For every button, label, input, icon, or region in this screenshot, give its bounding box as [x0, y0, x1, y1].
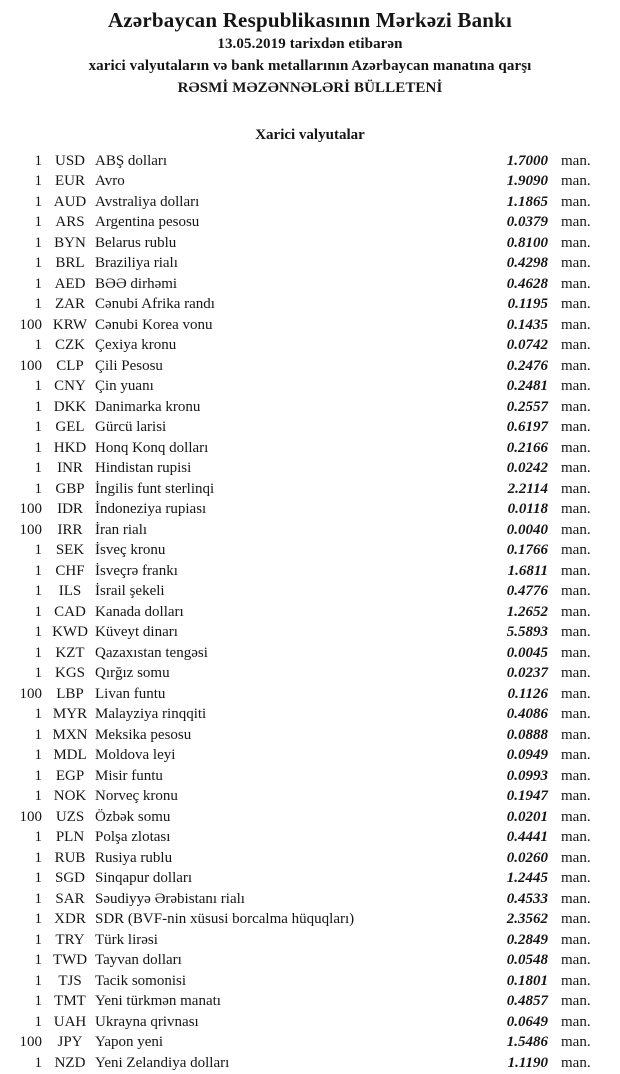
- currency-code-cell: IDR: [57, 501, 83, 518]
- table-row: [0, 336, 620, 357]
- table-row: [0, 930, 620, 951]
- currency-name-cell: Kanada dolları: [95, 603, 184, 620]
- rate-value-cell: 0.0993: [506, 767, 548, 784]
- rate-value-cell: 0.8100: [506, 234, 548, 251]
- table-row: [0, 807, 620, 828]
- quantity-cell: 1: [34, 542, 42, 559]
- quantity-cell: 1: [34, 890, 42, 907]
- currency-name-cell: Gürcü larisi: [95, 419, 167, 436]
- quantity-cell: 100: [19, 685, 42, 702]
- unit-label-cell: man.: [561, 788, 591, 805]
- quantity-cell: 1: [34, 214, 42, 231]
- effective-date-line: 13.05.2019 tarixdən etibarən: [217, 36, 403, 52]
- unit-label-cell: man.: [561, 542, 591, 559]
- quantity-cell: 1: [34, 931, 42, 948]
- unit-label-cell: man.: [561, 767, 591, 784]
- currency-name-cell: Avstraliya dolları: [95, 193, 200, 210]
- quantity-cell: 1: [34, 972, 42, 989]
- subtitle-line: xarici valyutaların və bank metallarının Azərbaycan manatına qarşı: [88, 58, 532, 74]
- unit-label-cell: man.: [561, 152, 591, 169]
- currency-code-cell: KRW: [52, 316, 88, 333]
- rate-value-cell: 1.6811: [507, 562, 548, 579]
- currency-code-cell: IRR: [57, 521, 83, 538]
- currency-name-cell: Polşa zlotası: [95, 829, 171, 846]
- unit-label-cell: man.: [561, 398, 591, 415]
- quantity-cell: 1: [34, 439, 42, 456]
- currency-code-cell: CNY: [54, 378, 86, 395]
- rate-value-cell: 0.6197: [506, 419, 548, 436]
- currency-name-cell: Cənubi Korea vonu: [95, 316, 213, 333]
- rate-value-cell: 0.0201: [506, 808, 548, 825]
- quantity-cell: 1: [34, 726, 42, 743]
- currency-name-cell: Yapon yeni: [95, 1034, 164, 1051]
- currency-name-cell: Argentina pesosu: [95, 214, 200, 231]
- rate-value-cell: 0.4628: [506, 275, 548, 292]
- unit-label-cell: man.: [561, 501, 591, 518]
- currency-name-cell: Tacik somonisi: [95, 972, 187, 989]
- currency-code-cell: PLN: [55, 829, 85, 846]
- unit-label-cell: man.: [561, 665, 591, 682]
- currency-code-cell: EUR: [55, 173, 85, 190]
- quantity-cell: 100: [19, 316, 42, 333]
- quantity-cell: 1: [34, 911, 42, 928]
- currency-name-cell: Livan funtu: [95, 685, 166, 702]
- table-row: [0, 459, 620, 480]
- unit-label-cell: man.: [561, 275, 591, 292]
- unit-label-cell: man.: [561, 829, 591, 846]
- table-row: [0, 172, 620, 193]
- currency-code-cell: CHF: [55, 562, 85, 579]
- unit-label-cell: man.: [561, 1034, 591, 1051]
- currency-code-cell: CLP: [56, 357, 84, 374]
- rate-value-cell: 1.5486: [506, 1034, 548, 1051]
- quantity-cell: 1: [34, 275, 42, 292]
- currency-name-cell: Tayvan dolları: [95, 952, 182, 969]
- page-title: Azərbaycan Respublikasının Mərkəzi Bankı: [107, 8, 513, 32]
- currency-name-cell: Özbək somu: [95, 808, 171, 825]
- table-row: [0, 787, 620, 808]
- rate-value-cell: 0.0379: [506, 214, 548, 231]
- rate-value-cell: 0.1801: [506, 972, 548, 989]
- rate-value-cell: 0.1126: [507, 685, 548, 702]
- rate-value-cell: 0.0949: [506, 747, 548, 764]
- quantity-cell: 1: [34, 193, 42, 210]
- rate-value-cell: 2.3562: [506, 911, 548, 928]
- rate-value-cell: 0.1766: [506, 542, 548, 559]
- currency-code-cell: SGD: [54, 870, 85, 887]
- rates-table: [0, 151, 620, 1074]
- table-row: [0, 315, 620, 336]
- quantity-cell: 1: [34, 993, 42, 1010]
- unit-label-cell: man.: [561, 911, 591, 928]
- unit-label-cell: man.: [561, 808, 591, 825]
- rate-value-cell: 0.2557: [506, 398, 548, 415]
- currency-code-cell: GBP: [55, 480, 85, 497]
- table-row: [0, 479, 620, 500]
- rate-value-cell: 0.1435: [506, 316, 548, 333]
- currency-name-cell: İran rialı: [95, 521, 148, 538]
- currency-code-cell: BYN: [54, 234, 86, 251]
- quantity-cell: 100: [19, 521, 42, 538]
- rate-value-cell: 0.0649: [506, 1013, 548, 1030]
- currency-name-cell: İngilis funt sterlinqi: [95, 480, 215, 497]
- quantity-cell: 1: [34, 583, 42, 600]
- unit-label-cell: man.: [561, 173, 591, 190]
- unit-label-cell: man.: [561, 214, 591, 231]
- rate-value-cell: 1.2652: [506, 603, 548, 620]
- currency-name-cell: Ukrayna qrivnası: [95, 1013, 199, 1030]
- rate-value-cell: 1.7000: [506, 152, 548, 169]
- currency-name-cell: Türk lirəsi: [95, 931, 158, 948]
- unit-label-cell: man.: [561, 296, 591, 313]
- unit-label-cell: man.: [561, 337, 591, 354]
- currency-code-cell: JPY: [57, 1034, 83, 1051]
- unit-label-cell: man.: [561, 460, 591, 477]
- quantity-cell: 1: [34, 829, 42, 846]
- currency-name-cell: Küveyt dinarı: [95, 624, 178, 641]
- unit-label-cell: man.: [561, 747, 591, 764]
- table-row: [0, 418, 620, 439]
- currency-code-cell: KWD: [52, 624, 88, 641]
- currency-code-cell: ILS: [58, 583, 82, 600]
- currency-code-cell: NZD: [54, 1054, 86, 1071]
- unit-label-cell: man.: [561, 890, 591, 907]
- unit-label-cell: man.: [561, 316, 591, 333]
- currency-code-cell: HKD: [53, 439, 87, 456]
- table-row: [0, 192, 620, 213]
- rate-value-cell: 0.4776: [506, 583, 548, 600]
- rate-value-cell: 0.0888: [506, 726, 548, 743]
- table-row: [0, 520, 620, 541]
- rate-value-cell: 0.4857: [506, 993, 548, 1010]
- quantity-cell: 100: [19, 808, 42, 825]
- section-title-foreign-currencies: Xarici valyutalar: [255, 127, 365, 143]
- currency-code-cell: SAR: [55, 890, 85, 907]
- quantity-cell: 1: [34, 747, 42, 764]
- unit-label-cell: man.: [561, 993, 591, 1010]
- quantity-cell: 1: [34, 665, 42, 682]
- table-row: [0, 602, 620, 623]
- rate-value-cell: 1.9090: [506, 173, 548, 190]
- rate-value-cell: 0.4533: [506, 890, 548, 907]
- rate-value-cell: 2.2114: [507, 480, 548, 497]
- unit-label-cell: man.: [561, 624, 591, 641]
- currency-code-cell: ARS: [55, 214, 85, 231]
- rate-value-cell: 1.1865: [506, 193, 548, 210]
- currency-name-cell: Danimarka kronu: [95, 398, 201, 415]
- currency-code-cell: UZS: [55, 808, 85, 825]
- currency-code-cell: TRY: [55, 931, 85, 948]
- currency-name-cell: Meksika pesosu: [95, 726, 192, 743]
- currency-code-cell: USD: [54, 152, 85, 169]
- unit-label-cell: man.: [561, 234, 591, 251]
- quantity-cell: 1: [34, 1013, 42, 1030]
- currency-name-cell: Misir funtu: [95, 767, 163, 784]
- table-row: [0, 828, 620, 849]
- quantity-cell: 100: [19, 501, 42, 518]
- quantity-cell: 1: [34, 952, 42, 969]
- table-row: [0, 664, 620, 685]
- rate-value-cell: 0.4298: [506, 255, 548, 272]
- table-row: [0, 438, 620, 459]
- table-row: [0, 213, 620, 234]
- rate-value-cell: 0.0040: [506, 521, 548, 538]
- currency-name-cell: Braziliya rialı: [95, 255, 178, 272]
- unit-label-cell: man.: [561, 562, 591, 579]
- currency-name-cell: Sinqapur dolları: [95, 870, 193, 887]
- currency-code-cell: MXN: [52, 726, 88, 743]
- currency-code-cell: TMT: [54, 993, 86, 1010]
- table-row: [0, 295, 620, 316]
- table-row: [0, 1012, 620, 1033]
- currency-name-cell: Çili Pesosu: [95, 357, 163, 374]
- quantity-cell: 1: [34, 624, 42, 641]
- table-row: [0, 889, 620, 910]
- unit-label-cell: man.: [561, 644, 591, 661]
- currency-name-cell: İndoneziya rupiası: [95, 501, 207, 518]
- unit-label-cell: man.: [561, 706, 591, 723]
- table-row: [0, 725, 620, 746]
- currency-code-cell: CZK: [55, 337, 85, 354]
- quantity-cell: 100: [19, 357, 42, 374]
- currency-name-cell: Səudiyyə Ərəbistanı rialı: [95, 890, 245, 907]
- unit-label-cell: man.: [561, 603, 591, 620]
- table-row: [0, 254, 620, 275]
- currency-code-cell: LBP: [56, 685, 84, 702]
- unit-label-cell: man.: [561, 952, 591, 969]
- currency-code-cell: EGP: [55, 767, 85, 784]
- currency-code-cell: KZT: [55, 644, 85, 661]
- currency-name-cell: BƏƏ dirhəmi: [95, 275, 178, 292]
- currency-name-cell: Yeni türkmən manatı: [95, 993, 221, 1010]
- quantity-cell: 1: [34, 460, 42, 477]
- currency-code-cell: UAH: [53, 1013, 87, 1030]
- unit-label-cell: man.: [561, 357, 591, 374]
- rate-value-cell: 1.1190: [507, 1054, 548, 1071]
- unit-label-cell: man.: [561, 849, 591, 866]
- quantity-cell: 1: [34, 1054, 42, 1071]
- unit-label-cell: man.: [561, 726, 591, 743]
- unit-label-cell: man.: [561, 931, 591, 948]
- quantity-cell: 1: [34, 378, 42, 395]
- table-row: [0, 848, 620, 869]
- unit-label-cell: man.: [561, 870, 591, 887]
- rate-value-cell: 0.1195: [507, 296, 548, 313]
- currency-code-cell: BRL: [55, 255, 85, 272]
- unit-label-cell: man.: [561, 1013, 591, 1030]
- currency-code-cell: MDL: [53, 747, 87, 764]
- rate-value-cell: 0.0045: [506, 644, 548, 661]
- unit-label-cell: man.: [561, 1054, 591, 1071]
- quantity-cell: 1: [34, 480, 42, 497]
- unit-label-cell: man.: [561, 439, 591, 456]
- table-row: [0, 951, 620, 972]
- rate-value-cell: 0.2166: [506, 439, 548, 456]
- currency-code-cell: MYR: [52, 706, 88, 723]
- currency-code-cell: XDR: [54, 911, 86, 928]
- currency-code-cell: NOK: [53, 788, 87, 805]
- quantity-cell: 1: [34, 849, 42, 866]
- currency-code-cell: TJS: [58, 972, 82, 989]
- currency-code-cell: GEL: [55, 419, 85, 436]
- quantity-cell: 1: [34, 603, 42, 620]
- currency-name-cell: Moldova leyi: [95, 747, 176, 764]
- rate-value-cell: 0.0242: [506, 460, 548, 477]
- unit-label-cell: man.: [561, 378, 591, 395]
- table-row: [0, 377, 620, 398]
- currency-code-cell: ZAR: [55, 296, 85, 313]
- quantity-cell: 1: [34, 562, 42, 579]
- table-row: [0, 869, 620, 890]
- quantity-cell: 1: [34, 255, 42, 272]
- unit-label-cell: man.: [561, 521, 591, 538]
- currency-code-cell: CAD: [54, 603, 86, 620]
- currency-name-cell: Hindistan rupisi: [95, 460, 192, 477]
- currency-code-cell: AUD: [53, 193, 87, 210]
- rate-value-cell: 5.5893: [506, 624, 548, 641]
- quantity-cell: 1: [34, 337, 42, 354]
- currency-name-cell: Honq Konq dolları: [95, 439, 209, 456]
- table-row: [0, 233, 620, 254]
- table-row: [0, 705, 620, 726]
- currency-name-cell: Yeni Zelandiya dolları: [95, 1054, 230, 1071]
- currency-name-cell: Norveç kronu: [95, 788, 178, 805]
- table-row: [0, 992, 620, 1013]
- currency-name-cell: İsveç kronu: [95, 542, 166, 559]
- table-row: [0, 684, 620, 705]
- quantity-cell: 1: [34, 788, 42, 805]
- table-row: [0, 274, 620, 295]
- quantity-cell: 100: [19, 1034, 42, 1051]
- rate-value-cell: 0.0742: [506, 337, 548, 354]
- currency-code-cell: INR: [57, 460, 83, 477]
- currency-code-cell: RUB: [54, 849, 86, 866]
- unit-label-cell: man.: [561, 583, 591, 600]
- currency-name-cell: Qazaxıstan tengəsi: [95, 644, 208, 661]
- quantity-cell: 1: [34, 419, 42, 436]
- table-row: [0, 1053, 620, 1074]
- rate-value-cell: 1.2445: [506, 870, 548, 887]
- currency-name-cell: İsrail şekeli: [95, 583, 165, 600]
- unit-label-cell: man.: [561, 419, 591, 436]
- currency-code-cell: TWD: [52, 952, 88, 969]
- currency-name-cell: Belarus rublu: [95, 234, 177, 251]
- rate-value-cell: 0.2849: [506, 931, 548, 948]
- currency-name-cell: Malayziya rinqqiti: [95, 706, 207, 723]
- quantity-cell: 1: [34, 398, 42, 415]
- unit-label-cell: man.: [561, 255, 591, 272]
- currency-code-cell: KGS: [54, 665, 85, 682]
- table-row: [0, 746, 620, 767]
- quantity-cell: 1: [34, 767, 42, 784]
- currency-name-cell: Cənubi Afrika randı: [95, 296, 215, 313]
- currency-name-cell: Avro: [95, 173, 125, 190]
- unit-label-cell: man.: [561, 193, 591, 210]
- table-row: [0, 643, 620, 664]
- quantity-cell: 1: [34, 296, 42, 313]
- rate-value-cell: 0.1947: [506, 788, 548, 805]
- currency-code-cell: AED: [54, 275, 86, 292]
- quantity-cell: 1: [34, 644, 42, 661]
- table-row: [0, 561, 620, 582]
- rate-value-cell: 0.0548: [506, 952, 548, 969]
- rate-value-cell: 0.0260: [506, 849, 548, 866]
- quantity-cell: 1: [34, 234, 42, 251]
- currency-name-cell: Çin yuanı: [95, 378, 154, 395]
- quantity-cell: 1: [34, 173, 42, 190]
- currency-name-cell: SDR (BVF-nin xüsusi borcalma hüquqları): [95, 911, 355, 928]
- rate-value-cell: 0.2476: [506, 357, 548, 374]
- unit-label-cell: man.: [561, 480, 591, 497]
- quantity-cell: 1: [34, 706, 42, 723]
- currency-name-cell: İsveçrə frankı: [95, 562, 178, 579]
- currency-name-cell: Qırğız somu: [95, 665, 170, 682]
- table-row: [0, 971, 620, 992]
- quantity-cell: 1: [34, 152, 42, 169]
- rate-value-cell: 0.0118: [507, 501, 548, 518]
- quantity-cell: 1: [34, 870, 42, 887]
- rate-value-cell: 0.4441: [506, 829, 548, 846]
- currency-code-cell: DKK: [53, 398, 87, 415]
- table-row: [0, 910, 620, 931]
- unit-label-cell: man.: [561, 685, 591, 702]
- currency-name-cell: ABŞ dolları: [95, 152, 168, 169]
- rate-value-cell: 0.2481: [506, 378, 548, 395]
- table-row: [0, 582, 620, 603]
- table-row: [0, 356, 620, 377]
- rate-value-cell: 0.0237: [506, 665, 548, 682]
- currency-name-cell: Çexiya kronu: [95, 337, 177, 354]
- table-row: [0, 397, 620, 418]
- currency-name-cell: Rusiya rublu: [95, 849, 173, 866]
- table-row: [0, 1033, 620, 1054]
- table-row: [0, 541, 620, 562]
- currency-code-cell: SEK: [55, 542, 85, 559]
- bulletin-title-line: RƏSMİ MƏZƏNNƏLƏRİ BÜLLETENİ: [177, 80, 443, 96]
- table-row: [0, 623, 620, 644]
- table-row: [0, 500, 620, 521]
- rate-value-cell: 0.4086: [506, 706, 548, 723]
- table-row: [0, 766, 620, 787]
- unit-label-cell: man.: [561, 972, 591, 989]
- table-row: [0, 151, 620, 172]
